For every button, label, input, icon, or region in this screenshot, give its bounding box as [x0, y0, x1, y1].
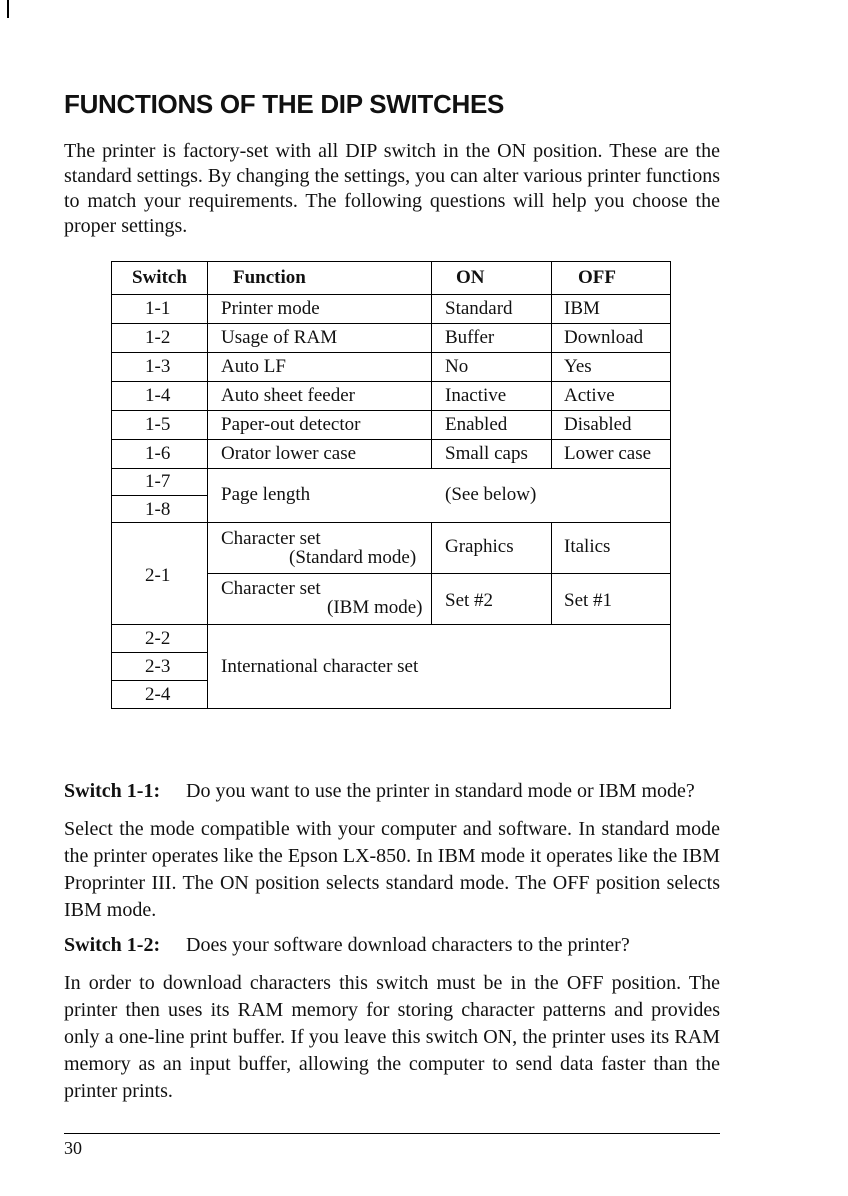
table-row-switch: 2-2: [145, 628, 171, 649]
switch-1-1-question-text: Do you want to use the printer in standard mode or IBM mode?: [186, 780, 695, 802]
page-heading: FUNCTIONS OF THE DIP SWITCHES: [64, 89, 505, 119]
table-row-switch: 2-4: [145, 684, 171, 705]
switch-1-2-body: In order to download characters this switch must be in the OFF position. The printer then uses its RAM memory for storing character patterns and provides only a one-line print buffer. If you leave this switch ON, the printer uses its RAM memory as an input buffer, allowing the computer to send data faster than the printer prints.: [64, 972, 720, 1102]
charset-standard-off: Italics: [564, 536, 611, 557]
table-row-function: Auto LF: [221, 356, 286, 377]
charset-standard-function: Character set: [221, 528, 321, 549]
page-length-function: Page length: [221, 484, 311, 505]
table-row-off: Disabled: [564, 414, 632, 435]
table-row-off: Active: [564, 385, 615, 406]
header-off: OFF: [578, 267, 616, 288]
table-row-on: No: [445, 356, 469, 377]
crop-mark: [7, 0, 9, 18]
table-row-on: Small caps: [445, 443, 528, 464]
table-row-on: Standard: [445, 298, 513, 319]
switch-1-2-question: [64, 934, 630, 957]
table-row-on: Buffer: [445, 327, 495, 348]
charset-ibm-function: Character set: [221, 578, 321, 599]
charset-ibm-off: Set #1: [564, 590, 613, 611]
table-row-function: Usage of RAM: [221, 327, 338, 348]
table-row-switch: 1-1: [145, 298, 171, 319]
charset-standard-mode: (Standard mode): [289, 547, 417, 568]
header-switch: Switch: [132, 267, 187, 288]
header-function: Function: [233, 267, 306, 288]
table-row-switch: 1-2: [145, 327, 171, 348]
header-on: ON: [456, 267, 485, 288]
page-length-value: (See below): [445, 484, 537, 505]
switch-1-1-body: Select the mode compatible with your computer and software. In standard mode the printer operates like the Epson LX-850. In IBM mode it operates like the IBM Proprinter III. The ON position selects standard mode. The OFF position selects IBM mode.: [64, 818, 720, 921]
charset-ibm-mode: (IBM mode): [327, 597, 423, 618]
table-row-off: Yes: [564, 356, 592, 377]
table-row-off: Download: [564, 327, 644, 348]
table-row-switch: 1-8: [145, 499, 171, 520]
footer-rule: [64, 1133, 720, 1134]
charset-ibm-on: Set #2: [445, 590, 494, 611]
switch-1-2-question-text: Does your software download characters to the printer?: [186, 934, 630, 956]
page-number: 30: [64, 1138, 82, 1158]
table-row-function: Orator lower case: [221, 443, 357, 464]
international-function: International character set: [221, 656, 419, 677]
table-row-switch: 1-7: [145, 471, 171, 492]
table-row-function: Paper-out detector: [221, 414, 361, 435]
table-row-switch: 2-1: [145, 565, 171, 586]
charset-standard-on: Graphics: [445, 536, 514, 557]
table-row-on: Inactive: [445, 385, 507, 406]
table-row-on: Enabled: [445, 414, 508, 435]
table-row-switch: 2-3: [145, 656, 171, 677]
switch-1-1-label: Switch 1-1:: [64, 780, 161, 802]
table-row-function: Auto sheet feeder: [221, 385, 355, 406]
switch-1-1-question: [64, 780, 695, 803]
table-row-off: Lower case: [564, 443, 652, 464]
table-row-switch: 1-6: [145, 443, 171, 464]
table-row-function: Printer mode: [221, 298, 320, 319]
switch-1-2-label: Switch 1-2:: [64, 934, 161, 956]
table-row-switch: 1-5: [145, 414, 171, 435]
intro-paragraph: The printer is factory-set with all DIP switch in the ON position. These are the standard settings. By changing the settings, you can alter various printer functions to match your requirements. The following questions will help you choose the proper settings.: [64, 140, 720, 237]
table-row-switch: 1-4: [145, 385, 171, 406]
table-row-off: IBM: [564, 298, 600, 319]
table-row-switch: 1-3: [145, 356, 171, 377]
